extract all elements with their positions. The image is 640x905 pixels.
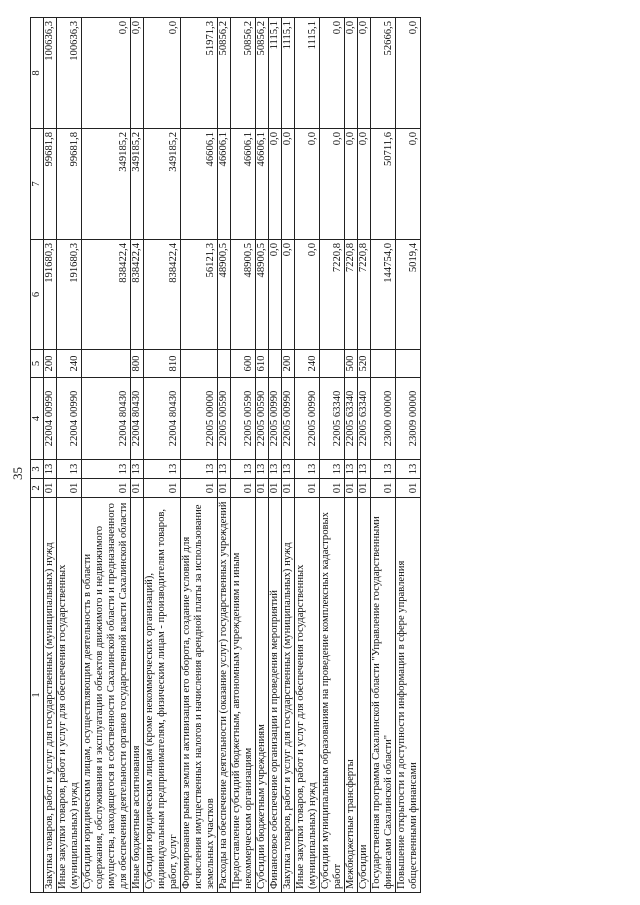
target-article-cell: 22005 00590 [231, 378, 256, 460]
section-cell: 01 [131, 479, 144, 498]
amount-cell-col8: 0,0 [358, 18, 371, 129]
table-row [282, 18, 295, 893]
row-name-cell: Повышение открытости и доступности информации в сфере управления общественными финансами [396, 498, 421, 893]
subsection-cell: 13 [282, 460, 295, 479]
subsection-cell: 13 [144, 460, 181, 479]
column-header: 5 [31, 350, 44, 378]
amount-cell-col7: 46606,1 [181, 129, 218, 240]
amount-cell-col6: 5019,4 [396, 240, 421, 350]
subsection-cell: 13 [218, 460, 231, 479]
amount-cell-col7: 0,0 [396, 129, 421, 240]
subsection-cell: 13 [396, 460, 421, 479]
amount-cell-col8: 0,0 [320, 18, 345, 129]
expense-type-cell: 200 [44, 350, 57, 378]
amount-cell-col7: 99681,8 [44, 129, 57, 240]
target-article-cell: 22005 63340 [320, 378, 345, 460]
column-header: 1 [31, 498, 44, 893]
budget-table [30, 17, 421, 893]
amount-cell-col6: 7220,8 [320, 240, 345, 350]
expense-type-cell [181, 350, 218, 378]
section-cell: 01 [181, 479, 218, 498]
amount-cell-col6: 7220,8 [345, 240, 358, 350]
row-name-cell: Субсидии юридическим лицам (кроме некоммерческих организаций), индивидуальным предпринимателям, физическим лицам - производителям товаров, работ, услуг [144, 498, 181, 893]
row-name-cell: Закупка товаров, работ и услуг для государственных (муниципальных) нужд [282, 498, 295, 893]
expense-type-cell: 600 [231, 350, 256, 378]
amount-cell-col7: 0,0 [358, 129, 371, 240]
table-row [256, 18, 269, 893]
amount-cell-col7: 46606,1 [231, 129, 256, 240]
section-cell: 01 [44, 479, 57, 498]
row-name-cell: Иные закупки товаров, работ и услуг для обеспечения государственных (муниципальных) нужд [295, 498, 320, 893]
amount-cell-col8: 0,0 [345, 18, 358, 129]
amount-cell-col8: 50856,2 [256, 18, 269, 129]
expense-type-cell [320, 350, 345, 378]
section-cell: 01 [282, 479, 295, 498]
column-header: 2 [31, 479, 44, 498]
amount-cell-col6: 838422,4 [131, 240, 144, 350]
amount-cell-col8: 0,0 [82, 18, 131, 129]
amount-cell-col6: 838422,4 [82, 240, 131, 350]
row-name-cell: Субсидии бюджетным учреждениям [256, 498, 269, 893]
row-name-cell: Субсидии муниципальным образованиям на проведение комплексных кадастровых работ [320, 498, 345, 893]
subsection-cell: 13 [371, 460, 396, 479]
section-cell: 01 [218, 479, 231, 498]
amount-cell-col7: 0,0 [282, 129, 295, 240]
expense-type-cell [82, 350, 131, 378]
table-row [269, 18, 282, 893]
table-row [44, 18, 57, 893]
amount-cell-col7: 0,0 [345, 129, 358, 240]
row-name-cell: Иные закупки товаров, работ и услуг для обеспечения государственных (муниципальных) нужд [57, 498, 82, 893]
subsection-cell: 13 [295, 460, 320, 479]
target-article-cell: 22004 00990 [57, 378, 82, 460]
table-row [144, 18, 181, 893]
amount-cell-col7: 0,0 [269, 129, 282, 240]
amount-cell-col6: 56121,3 [181, 240, 218, 350]
subsection-cell: 13 [131, 460, 144, 479]
expense-type-cell: 500 [345, 350, 358, 378]
section-cell: 01 [82, 479, 131, 498]
target-article-cell: 22004 80430 [144, 378, 181, 460]
table-row [396, 18, 421, 893]
expense-type-cell: 240 [295, 350, 320, 378]
target-article-cell: 22005 63340 [358, 378, 371, 460]
target-article-cell: 22005 00990 [282, 378, 295, 460]
amount-cell-col8: 52666,5 [371, 18, 396, 129]
target-article-cell: 22004 80430 [82, 378, 131, 460]
expense-type-cell [269, 350, 282, 378]
expense-type-cell: 240 [57, 350, 82, 378]
table-row [57, 18, 82, 893]
column-header: 7 [31, 129, 44, 240]
target-article-cell: 22005 00590 [256, 378, 269, 460]
amount-cell-col6: 838422,4 [144, 240, 181, 350]
table-row [345, 18, 358, 893]
section-cell: 01 [345, 479, 358, 498]
table-row [231, 18, 256, 893]
expense-type-cell: 810 [144, 350, 181, 378]
subsection-cell: 13 [181, 460, 218, 479]
target-article-cell: 22005 00990 [269, 378, 282, 460]
page-number: 35 [10, 467, 25, 480]
amount-cell-col6: 0,0 [269, 240, 282, 350]
target-article-cell: 22005 00990 [295, 378, 320, 460]
amount-cell-col8: 100636,3 [44, 18, 57, 129]
table-row [181, 18, 218, 893]
amount-cell-col6: 144754,0 [371, 240, 396, 350]
row-name-cell: Государственная программа Сахалинской области "Управление государственными финансами Сахалинской области" [371, 498, 396, 893]
amount-cell-col8: 0,0 [144, 18, 181, 129]
target-article-cell: 22004 00990 [44, 378, 57, 460]
expense-type-cell [371, 350, 396, 378]
amount-cell-col6: 0,0 [282, 240, 295, 350]
expense-type-cell: 520 [358, 350, 371, 378]
row-name-cell: Закупка товаров, работ и услуг для государственных (муниципальных) нужд [44, 498, 57, 893]
row-name-cell: Предоставление субсидий бюджетным, автономным учреждениям и иным некоммерческим организациям [231, 498, 256, 893]
header-row [31, 18, 44, 893]
amount-cell-col8: 1115,1 [282, 18, 295, 129]
amount-cell-col8: 1115,1 [269, 18, 282, 129]
amount-cell-col7: 0,0 [295, 129, 320, 240]
table-row [371, 18, 396, 893]
section-cell: 01 [320, 479, 345, 498]
expense-type-cell: 610 [256, 350, 269, 378]
subsection-cell: 13 [231, 460, 256, 479]
row-name-cell: Иные бюджетные ассигнования [131, 498, 144, 893]
target-article-cell: 22005 63340 [345, 378, 358, 460]
row-name-cell: Межбюджетные трансферты [345, 498, 358, 893]
section-cell: 01 [371, 479, 396, 498]
expense-type-cell: 200 [282, 350, 295, 378]
target-article-cell: 22005 00590 [218, 378, 231, 460]
amount-cell-col6: 48900,5 [256, 240, 269, 350]
amount-cell-col6: 191680,3 [57, 240, 82, 350]
row-name-cell: Расходы на обеспечение деятельности (оказание услуг) государственных учреждений [218, 498, 231, 893]
amount-cell-col6: 191680,3 [44, 240, 57, 350]
section-cell: 01 [144, 479, 181, 498]
amount-cell-col8: 50856,2 [231, 18, 256, 129]
column-header: 3 [31, 460, 44, 479]
subsection-cell: 13 [345, 460, 358, 479]
amount-cell-col6: 0,0 [295, 240, 320, 350]
table-row [295, 18, 320, 893]
amount-cell-col6: 7220,8 [358, 240, 371, 350]
amount-cell-col7: 99681,8 [57, 129, 82, 240]
section-cell: 01 [57, 479, 82, 498]
section-cell: 01 [358, 479, 371, 498]
section-cell: 01 [231, 479, 256, 498]
subsection-cell: 13 [269, 460, 282, 479]
amount-cell-col8: 50856,2 [218, 18, 231, 129]
amount-cell-col8: 51971,3 [181, 18, 218, 129]
amount-cell-col7: 46606,1 [256, 129, 269, 240]
expense-type-cell [218, 350, 231, 378]
amount-cell-col7: 50711,6 [371, 129, 396, 240]
row-name-cell: Субсидии [358, 498, 371, 893]
amount-cell-col6: 48900,5 [231, 240, 256, 350]
amount-cell-col7: 0,0 [320, 129, 345, 240]
amount-cell-col7: 349185,2 [82, 129, 131, 240]
row-name-cell: Формирование рынка земли и активизация его оборота, создание условий для исчисления имущественных налогов и начисления арендной платы за использование земельных участков [181, 498, 218, 893]
subsection-cell: 13 [82, 460, 131, 479]
table-row [320, 18, 345, 893]
amount-cell-col7: 349185,2 [144, 129, 181, 240]
section-cell: 01 [256, 479, 269, 498]
amount-cell-col7: 349185,2 [131, 129, 144, 240]
subsection-cell: 13 [57, 460, 82, 479]
column-header: 8 [31, 18, 44, 129]
amount-cell-col6: 48900,5 [218, 240, 231, 350]
subsection-cell: 13 [44, 460, 57, 479]
section-cell: 01 [269, 479, 282, 498]
subsection-cell: 13 [358, 460, 371, 479]
expense-type-cell: 800 [131, 350, 144, 378]
table-row [82, 18, 131, 893]
subsection-cell: 13 [320, 460, 345, 479]
amount-cell-col7: 46606,1 [218, 129, 231, 240]
target-article-cell: 23009 00000 [396, 378, 421, 460]
section-cell: 01 [295, 479, 320, 498]
section-cell: 01 [396, 479, 421, 498]
table-row [218, 18, 231, 893]
subsection-cell: 13 [256, 460, 269, 479]
amount-cell-col8: 100636,3 [57, 18, 82, 129]
table-row [131, 18, 144, 893]
column-header: 6 [31, 240, 44, 350]
expense-type-cell [396, 350, 421, 378]
column-header: 4 [31, 378, 44, 460]
table-row [358, 18, 371, 893]
row-name-cell: Субсидии юридическим лицам, осуществляющим деятельность в области содержания, обслуживания и эксплуатации объектов движимого и недвижимого имущества, находящегося в собственности Сахалинской области и предназначенного для обеспечения деятельности органов государственной власти Сахалинской области [82, 498, 131, 893]
amount-cell-col8: 0,0 [396, 18, 421, 129]
target-article-cell: 22005 00000 [181, 378, 218, 460]
target-article-cell: 23000 00000 [371, 378, 396, 460]
amount-cell-col8: 0,0 [131, 18, 144, 129]
amount-cell-col8: 1115,1 [295, 18, 320, 129]
target-article-cell: 22004 80430 [131, 378, 144, 460]
row-name-cell: Финансовое обеспечение организации и проведения мероприятий [269, 498, 282, 893]
